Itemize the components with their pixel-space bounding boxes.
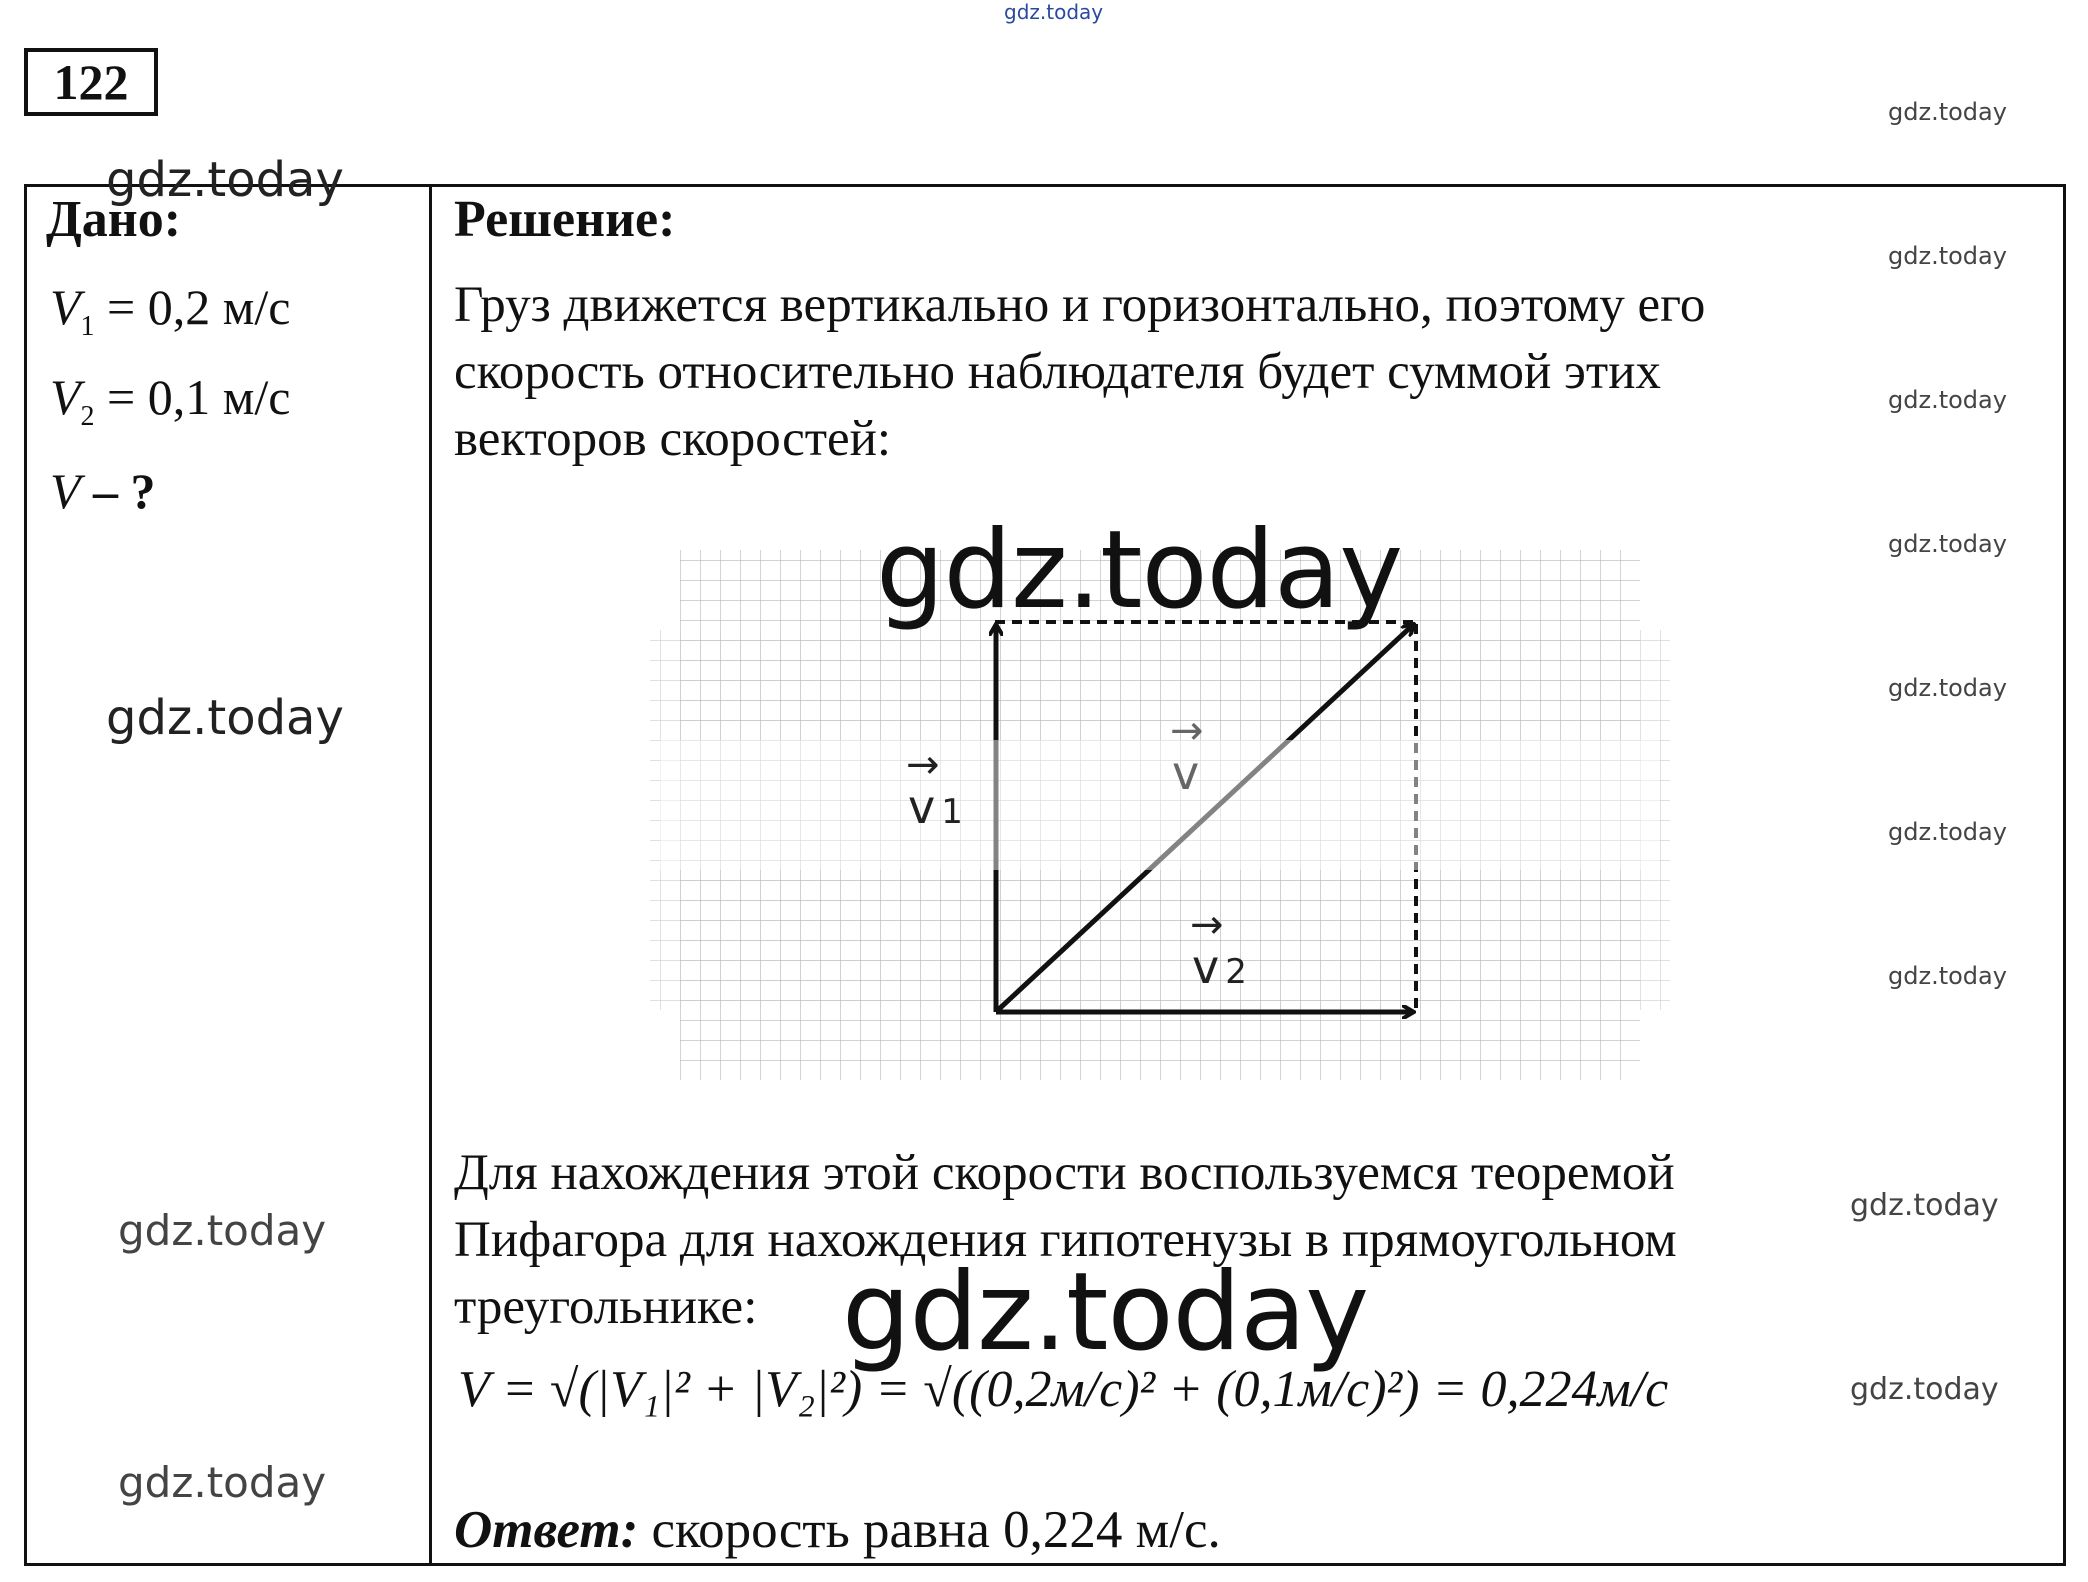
given-title: Дано: <box>46 191 182 248</box>
unknown-question: – ? <box>93 463 156 519</box>
solution-paragraph-1 <box>454 272 1705 473</box>
label-v2: → v 2 <box>1190 902 1247 994</box>
watermark-right-9: gdz.today <box>1850 1372 1999 1407</box>
given-v2 <box>50 368 290 433</box>
paragraph-2-line-3: треугольнике: <box>454 1279 758 1335</box>
problem-number: 122 <box>24 48 158 116</box>
watermark-right-3: gdz.today <box>1888 386 2007 414</box>
v1-vector-arrow-icon: → <box>906 742 940 788</box>
solution-title: Решение: <box>454 191 676 248</box>
watermark-given-top: gdz.today <box>106 152 344 208</box>
watermark-right-1: gdz.today <box>1888 98 2007 126</box>
paragraph-1-line-2: скорость относительно наблюдателя будет суммой этих <box>454 344 1661 400</box>
v1-symbol: V <box>50 279 81 335</box>
answer-line <box>454 1500 1221 1560</box>
v2-subscript: 2 <box>80 401 95 432</box>
v-vector-arrow-icon: → <box>1170 708 1204 754</box>
v-symbol: V <box>50 463 81 519</box>
watermark-given-bottom: gdz.today <box>118 1458 327 1507</box>
answer-label: Ответ: <box>454 1501 639 1559</box>
paragraph-2-line-1: Для нахождения этой скорости воспользуемся теоремой <box>454 1145 1675 1201</box>
watermark-right-6: gdz.today <box>1888 818 2007 846</box>
paragraph-2-line-2: Пифагора для нахождения гипотенузы в прямоугольном <box>454 1212 1677 1268</box>
answer-text: скорость равна 0,224 м/с. <box>638 1501 1221 1559</box>
label-v1: → v 1 <box>906 742 963 834</box>
watermark-top: gdz.today <box>1004 0 1104 24</box>
watermark-right-5: gdz.today <box>1888 674 2007 702</box>
watermark-right-8: gdz.today <box>1850 1188 1999 1223</box>
paragraph-1-line-3: векторов скоростей: <box>454 411 892 467</box>
watermark-given-mid: gdz.today <box>106 690 344 746</box>
watermark-right-7: gdz.today <box>1888 962 2007 990</box>
watermark-given-lower: gdz.today <box>118 1206 327 1255</box>
watermark-formula-large: gdz.today <box>842 1250 1369 1375</box>
v2-symbol: V <box>50 369 81 425</box>
v1-subscript: 1 <box>80 311 95 342</box>
v2-vector-arrow-icon: → <box>1190 902 1224 948</box>
given-unknown <box>50 462 156 520</box>
watermark-diagram-large: gdz.today <box>876 508 1403 633</box>
v1-value: = 0,2 м/с <box>107 279 291 335</box>
label-v: → v <box>1170 708 1204 800</box>
pythagoras-formula: V = √(|V₁|² + |V₂|²) = √((0,2м/с)² + (0,1м/с)²) = 0,224м/с <box>458 1361 1669 1418</box>
watermark-right-2: gdz.today <box>1888 242 2007 270</box>
v2-value: = 0,1 м/с <box>107 369 291 425</box>
paragraph-1-line-1: Груз движется вертикально и горизонтально, поэтому его <box>454 277 1706 333</box>
given-v1 <box>50 278 290 343</box>
watermark-band <box>660 708 1660 870</box>
watermark-right-4: gdz.today <box>1888 530 2007 558</box>
column-divider <box>429 184 432 1566</box>
